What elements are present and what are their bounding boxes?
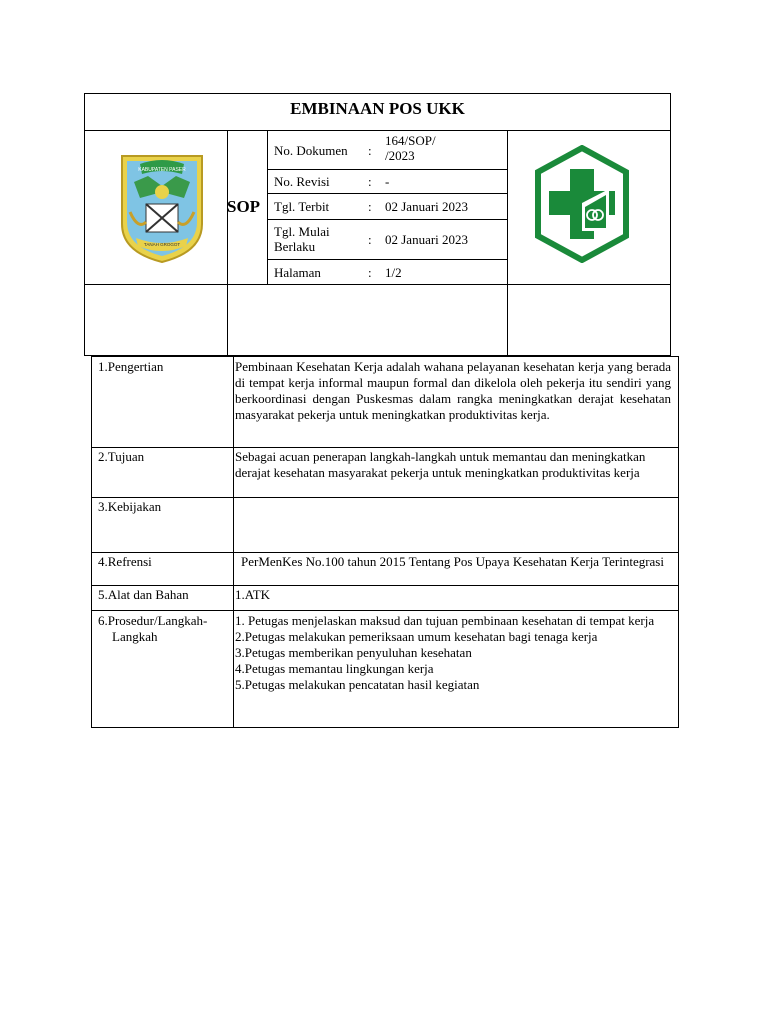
effective-date-label: [274, 224, 330, 254]
colon: :: [368, 265, 372, 280]
sop-header: [84, 130, 671, 356]
emblem-banner-top: KABUPATEN PASER: [138, 167, 186, 173]
document-title: EMBINAAN POS UKK: [84, 93, 671, 131]
divider: [267, 219, 507, 220]
page-label: Halaman: [274, 265, 321, 280]
doc-number-label: No. Dokumen: [274, 143, 348, 158]
row-label-kebijakan: 3.Kebijakan: [98, 499, 162, 514]
row-text-refrensi: PerMenKes No.100 tahun 2015 Tentang Pos Upaya Kesehatan Kerja Terintegrasi: [241, 554, 664, 569]
divider: [267, 193, 507, 194]
sop-content-table: [91, 356, 679, 728]
colon: :: [368, 143, 372, 158]
divider: [267, 169, 507, 170]
divider: [267, 259, 507, 260]
issue-date-label: Tgl. Terbit: [274, 199, 330, 214]
page-value: 1/2: [385, 265, 402, 280]
emblem-banner-bottom: TANAH GROGOT: [143, 242, 181, 247]
colon: :: [368, 232, 372, 247]
divider: [92, 447, 678, 448]
divider: [92, 552, 678, 553]
procedure-steps: [235, 613, 671, 693]
issue-date-value: 02 Januari 2023: [385, 199, 469, 214]
colon: :: [368, 174, 372, 189]
row-label-alat: 5.Alat dan Bahan: [98, 587, 189, 602]
row-label-prosedur: [98, 613, 207, 645]
row-label-tujuan: 2.Tujuan: [98, 449, 145, 464]
divider: [233, 357, 234, 727]
effective-date-value: 02 Januari 2023: [385, 232, 469, 247]
procedure-step: 3.Petugas memberikan penyuluhan kesehatan: [235, 645, 472, 660]
puskesmas-logo-icon: [533, 145, 631, 263]
row-label-prosedur-line-1: 6.Prosedur/Langkah-: [98, 613, 208, 628]
doc-number-value: [385, 133, 436, 163]
row-text-tujuan: Sebagai acuan penerapan langkah-langkah untuk memantau dan meningkatkan derajat kesehatan masyarakat pekerja untuk meningkatkan produktivitas kerja: [235, 449, 646, 480]
procedure-step: 2.Petugas melakukan pemeriksaan umum kesehatan bagi tenaga kerja: [235, 629, 598, 644]
effective-date-label-2: Berlaku: [274, 239, 316, 254]
colon: :: [368, 199, 372, 214]
row-label-prosedur-line-2: Langkah: [112, 629, 158, 644]
row-text-pengertian: Pembinaan Kesehatan Kerja adalah wahana pelayanan kesehatan kerja yang berada di tempat kerja informal maupun formal dan dikelola oleh pekerja itu sendiri yang berkoordinasi dengan Puskesmas dalam rangka meningkatkan derajat kesehatan masyarakat pekerja untuk meningkatkan produktivitas kerja.: [235, 359, 671, 422]
divider: [85, 284, 670, 285]
sop-label: SOP: [227, 197, 261, 216]
doc-number-line-2: /2023: [385, 148, 415, 163]
doc-number-line-1: 164/SOP/: [385, 133, 436, 148]
row-text-alat: 1.ATK: [235, 587, 271, 602]
procedure-step: 5.Petugas melakukan pencatatan hasil kegiatan: [235, 677, 480, 692]
regional-emblem-icon: [118, 152, 206, 264]
row-label-pengertian: 1.Pengertian: [98, 359, 164, 374]
divider: [267, 131, 268, 284]
divider: [227, 131, 228, 357]
divider: [92, 497, 678, 498]
revision-value: -: [385, 174, 390, 189]
procedure-step: 1. Petugas menjelaskan maksud dan tujuan pembinaan kesehatan di tempat kerja: [235, 613, 655, 628]
row-label-refrensi: 4.Refrensi: [98, 554, 152, 569]
divider: [92, 610, 678, 611]
divider: [92, 585, 678, 586]
revision-label: No. Revisi: [274, 174, 330, 189]
effective-date-label-1: Tgl. Mulai: [274, 224, 330, 239]
procedure-step: 4.Petugas memantau lingkungan kerja: [235, 661, 434, 676]
divider: [507, 131, 508, 357]
